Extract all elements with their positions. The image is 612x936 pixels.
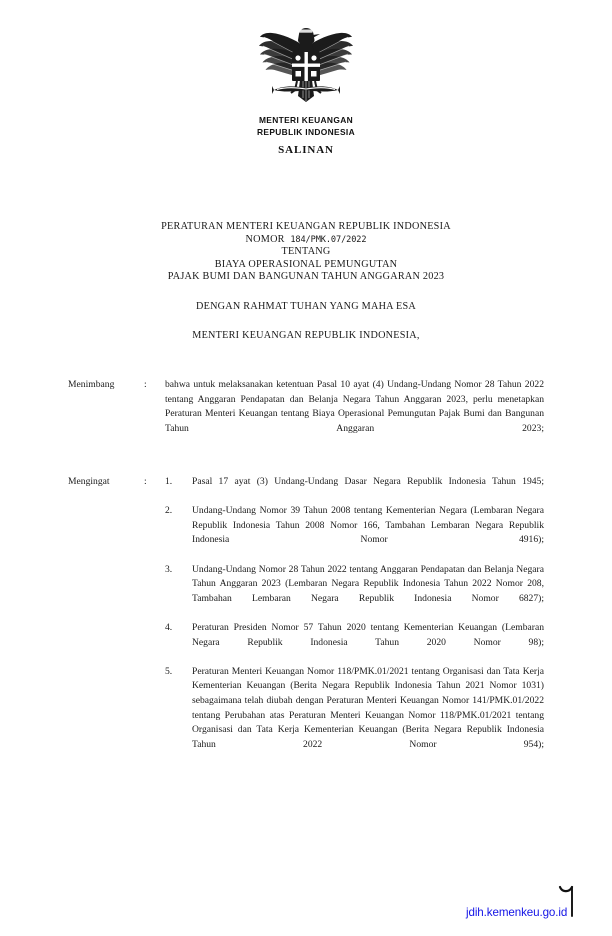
ministry-line-2: REPUBLIK INDONESIA	[257, 126, 355, 137]
issuer-line: MENTERI KEUANGAN REPUBLIK INDONESIA,	[192, 329, 420, 341]
letterhead	[0, 24, 612, 156]
menimbang-colon: :	[144, 379, 147, 390]
ministry-name	[0, 115, 612, 138]
title-line-tentang: TENTANG	[281, 246, 331, 258]
jdih-watermark: jdih.kemenkeu.go.id	[466, 906, 568, 919]
garuda-pancasila-emblem	[254, 24, 358, 110]
menimbang-clause	[68, 378, 544, 451]
mengingat-item-text: Undang-Undang Nomor 39 Tahun 2008 tentang Kementerian Negara (Lembaran Negara Republik Indonesia Tahun 2008 Nomor 166, Tambahan Lembaran Negara Republik Indonesia Nomor 4916);	[192, 505, 544, 546]
mengingat-item-text: Undang-Undang Nomor 28 Tahun 2022 tentang Anggaran Pendapatan dan Belanja Negara Tahun Anggaran 2023 (Lembaran Negara Republik Indonesia Tahun 2022 Nomor 208, Tambahan Lembaran Negara Republik Indonesia Nomor 6827);	[192, 563, 544, 604]
mengingat-item	[165, 475, 544, 504]
mengingat-item	[165, 504, 544, 562]
title-line-5: PAJAK BUMI DAN BANGUNAN TAHUN ANGGARAN 2023	[167, 271, 445, 283]
mengingat-list	[165, 475, 544, 767]
mengingat-clause	[68, 475, 544, 767]
mengingat-item-text: Pasal 17 ayat (3) Undang-Undang Dasar Negara Republik Indonesia Tahun 1945;	[192, 476, 544, 487]
ministry-line-1: MENTERI KEUANGAN	[258, 115, 353, 125]
title-line-4: BIAYA OPERASIONAL PEMUNGUTAN	[214, 258, 398, 270]
title-number-line	[0, 234, 612, 247]
menimbang-label: Menimbang	[68, 379, 115, 390]
mengingat-item	[165, 621, 544, 665]
mengingat-item-marker: 4.	[165, 621, 173, 633]
mengingat-item	[165, 665, 544, 767]
mengingat-item-text: Peraturan Menteri Keuangan Nomor 118/PMK.01/2021 tentang Organisasi dan Tata Kerja Kementerian Keuangan (Berita Negara Republik Indonesia Tahun 2021 Nomor 1031) sebagaimana telah diubah dengan Peraturan Menteri Keuangan Nomor 141/PMK.01/2022 tentang Perubahan atas Peraturan Menteri Keuangan Nomor 118/PMK.01/2021 tentang Organisasi dan Tata Kerja Kementerian Keuangan (Berita Negara Republik Indonesia Tahun 2022 Nomor 954);	[192, 665, 544, 750]
mengingat-item-marker: 3.	[165, 563, 173, 575]
menimbang-body	[165, 378, 544, 451]
mengingat-item-marker: 2.	[165, 505, 173, 517]
mengingat-item-text: Peraturan Presiden Nomor 57 Tahun 2020 tentang Kementerian Keuangan (Lembaran Negara Republik Indonesia Tahun 2020 Nomor 98);	[192, 621, 544, 648]
menimbang-text: bahwa untuk melaksanakan ketentuan Pasal 10 ayat (4) Undang-Undang Nomor 28 Tahun 2022 tentang Anggaran Pendapatan dan Belanja Negara Tahun Anggaran 2023, perlu menetapkan Peraturan Menteri Keuangan tentang Biaya Operasional Pemungutan Pajak Bumi dan Bangunan Tahun Anggaran 2023;	[165, 379, 544, 434]
title-line-1: PERATURAN MENTERI KEUANGAN REPUBLIK INDONESIA	[161, 221, 451, 232]
mengingat-item-marker: 5.	[165, 665, 173, 677]
regulation-title-block	[0, 221, 612, 342]
mengingat-label: Mengingat	[68, 476, 110, 487]
nomor-value: 184/PMK.07/2022	[290, 234, 367, 245]
invocation-line: DENGAN RAHMAT TUHAN YANG MAHA ESA	[195, 300, 417, 312]
copy-label: SALINAN	[278, 144, 334, 156]
nomor-prefix: NOMOR	[245, 233, 285, 245]
mengingat-colon: :	[144, 476, 147, 487]
mengingat-item-marker: 1.	[165, 476, 173, 487]
mengingat-body	[165, 475, 544, 767]
mengingat-item	[165, 563, 544, 621]
